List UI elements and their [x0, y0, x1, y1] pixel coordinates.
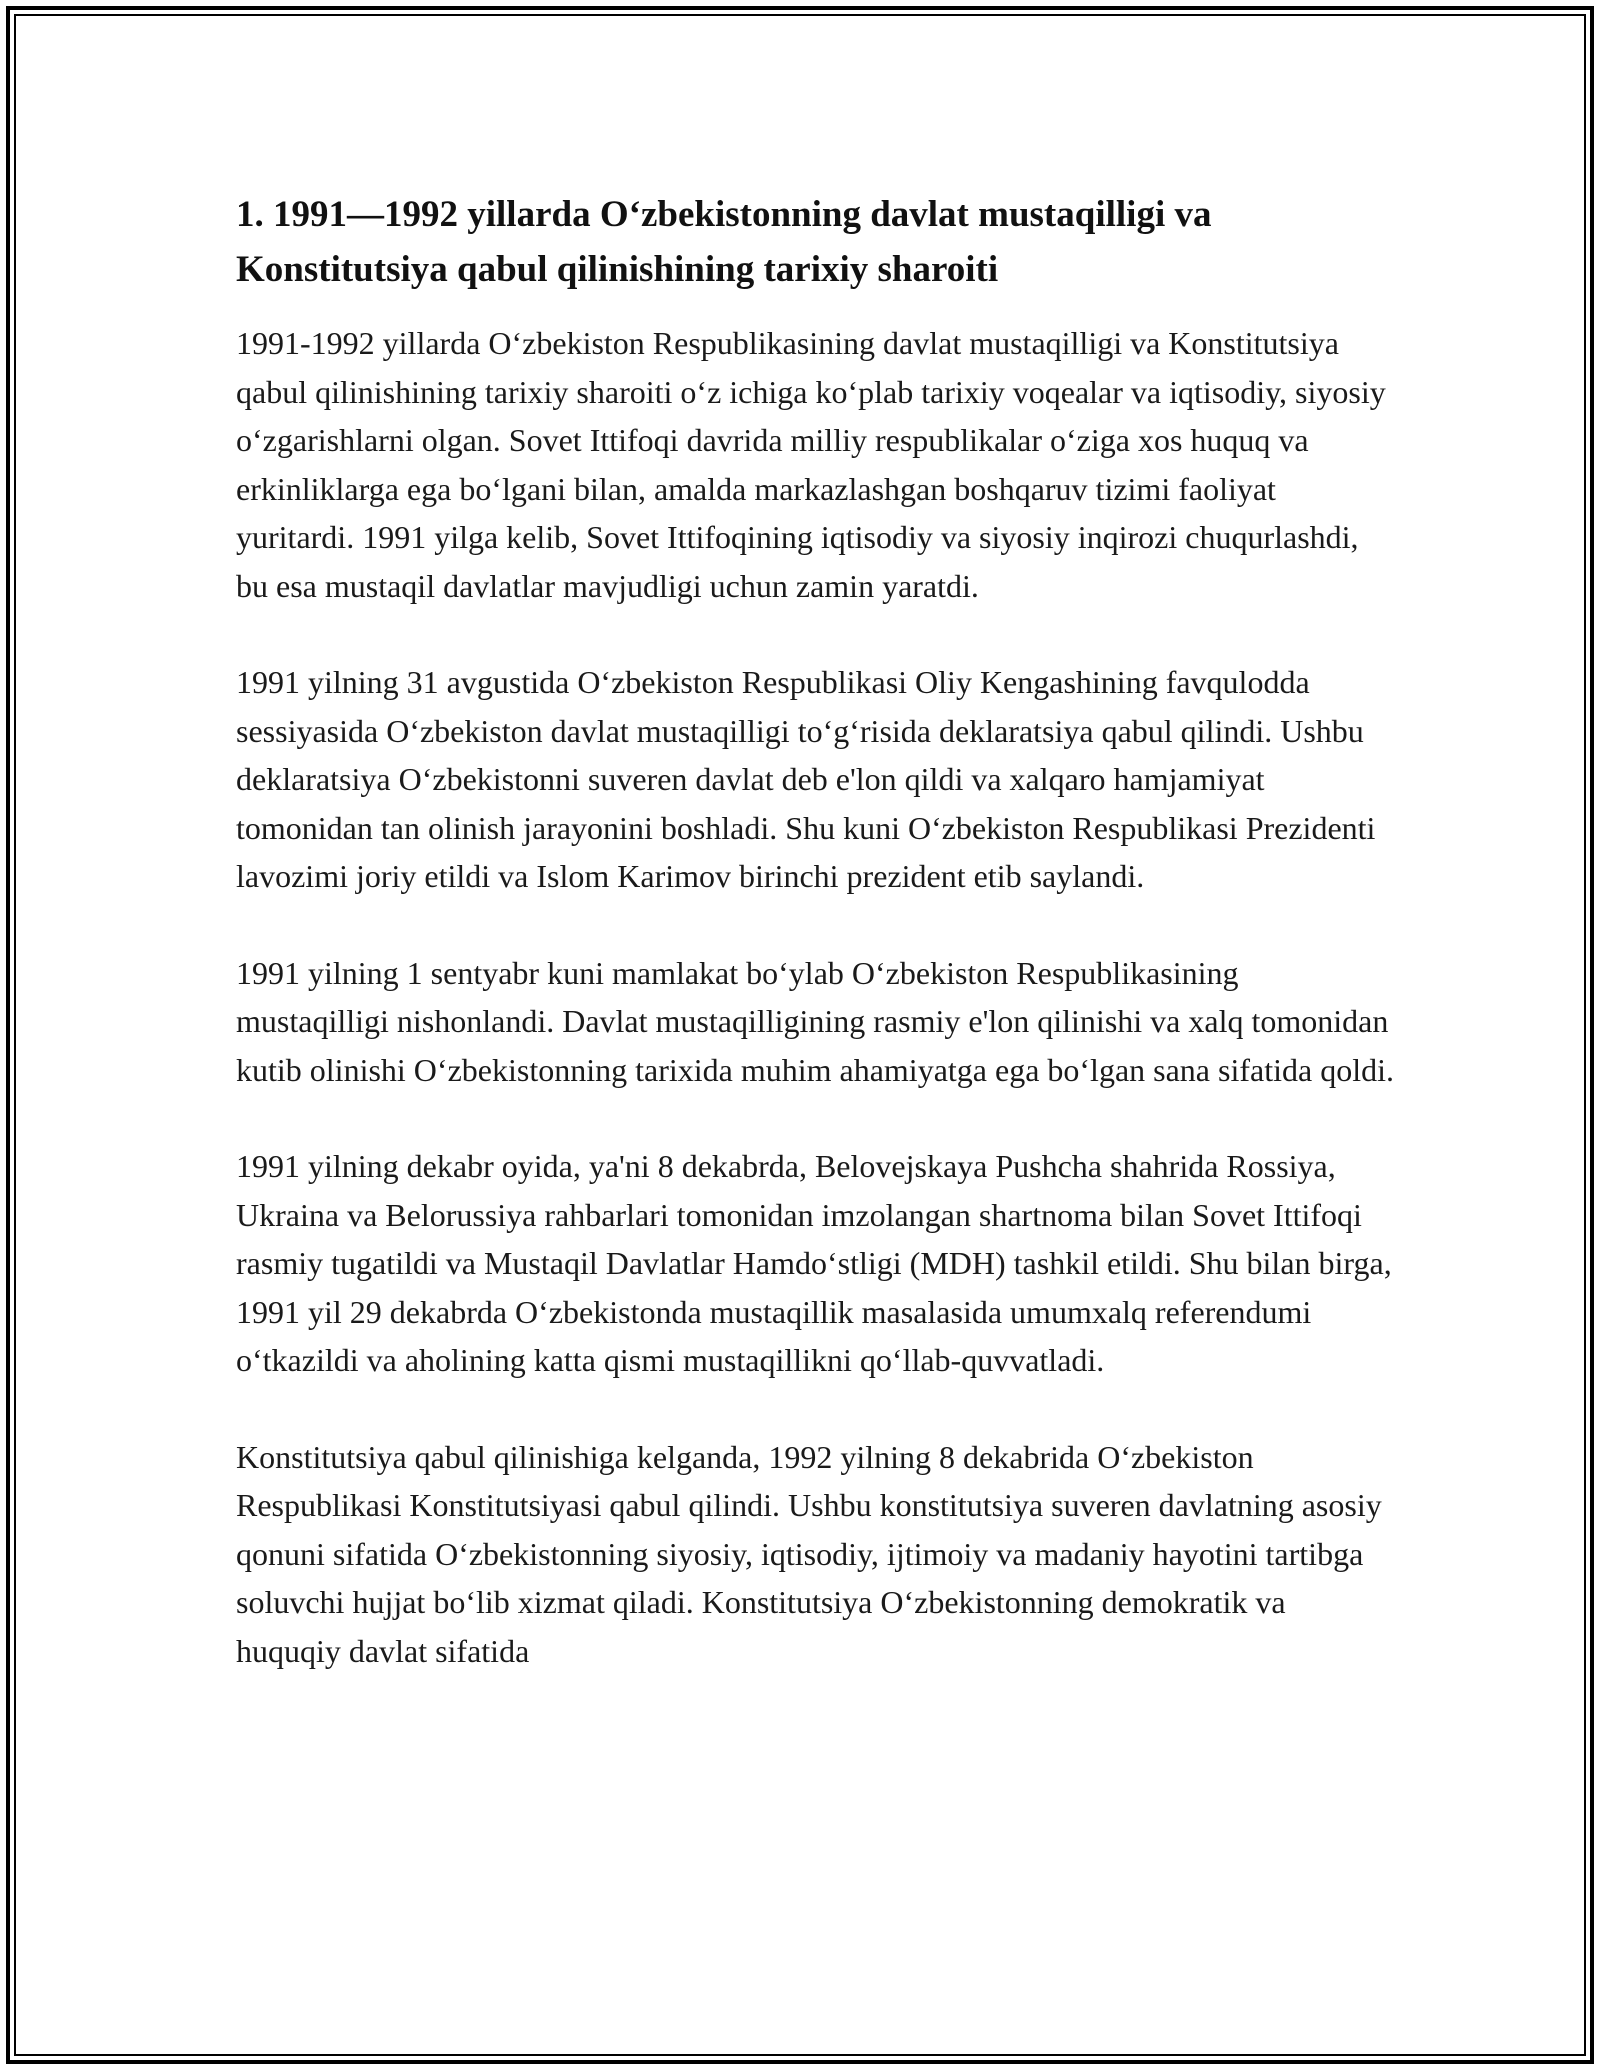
paragraph-4: 1991 yilning dekabr oyida, ya'ni 8 dekabrda, Belovejskaya Pushcha shahrida Rossiya, Ukraina va Belorussiya rahbarlari tomonidan imzolangan shartnoma bilan Sovet Ittifoqi rasmiy tugatildi va Mustaqil Davlatlar Hamdo‘stligi (MDH) tashkil etildi. Shu bilan birga, 1991 yil 29 dekabrda O‘zbekistonda mustaqillik masalasida umumxalq referendumi o‘tkazildi va aholining katta qismi mustaqillikni qo‘llab-quvvatladi.	[236, 1148, 1392, 1378]
document-title: 1. 1991—1992 yillarda O‘zbekistonning davlat mustaqilligi va Konstitutsiya qabul qilinishining tarixiy sharoiti	[236, 194, 1212, 290]
paragraph-1: 1991-1992 yillarda O‘zbekiston Respublikasining davlat mustaqilligi va Konstitutsiya qabul qilinishining tarixiy sharoiti o‘z ichiga ko‘plab tarixiy voqealar va iqtisodiy, siyosiy o‘zgarishlarni olgan. Sovet Ittifoqi davrida milliy respublikalar o‘ziga xos huquq va erkinliklarga ega bo‘lgani bilan, amalda markazlashgan boshqaruv tizimi faoliyat yuritardi. 1991 yilga kelib, Sovet Ittifoqining iqtisodiy va siyosiy inqirozi chuqurlashdi, bu esa mustaqil davlatlar mavjudligi uchun zamin yaratdi.	[236, 325, 1386, 604]
document-body	[236, 187, 1396, 1723]
paragraph-5: Konstitutsiya qabul qilinishiga kelganda, 1992 yilning 8 dekabrida O‘zbekiston Respublikasi Konstitutsiyasi qabul qilindi. Ushbu konstitutsiya suveren davlatning asosiy qonuni sifatida O‘zbekistonning siyosiy, iqtisodiy, ijtimoiy va madaniy hayotini tartibga soluvchi hujjat bo‘lib xizmat qiladi. Konstitutsiya O‘zbekistonning demokratik va huquqiy davlat sifatida	[236, 1438, 1382, 1669]
paragraph-3: 1991 yilning 1 sentyabr kuni mamlakat bo‘ylab O‘zbekiston Respublikasining mustaqilligi nishonlandi. Davlat mustaqilligining rasmiy e'lon qilinishi va xalq tomonidan kutib olinishi O‘zbekistonning tarixida muhim ahamiyatga ega bo‘lgan sana sifatida qoldi.	[236, 954, 1394, 1088]
paragraph-2: 1991 yilning 31 avgustida O‘zbekiston Respublikasi Oliy Kengashining favqulodda sessiyasida O‘zbekiston davlat mustaqilligi to‘g‘risida deklaratsiya qabul qilindi. Ushbu deklaratsiya O‘zbekistonni suveren davlat deb e'lon qildi va xalqaro hamjamiyat tomonidan tan olinish jarayonini boshladi. Shu kuni O‘zbekiston Respublikasi Prezidenti lavozimi joriy etildi va Islom Karimov birinchi prezident etib saylandi.	[236, 664, 1376, 894]
